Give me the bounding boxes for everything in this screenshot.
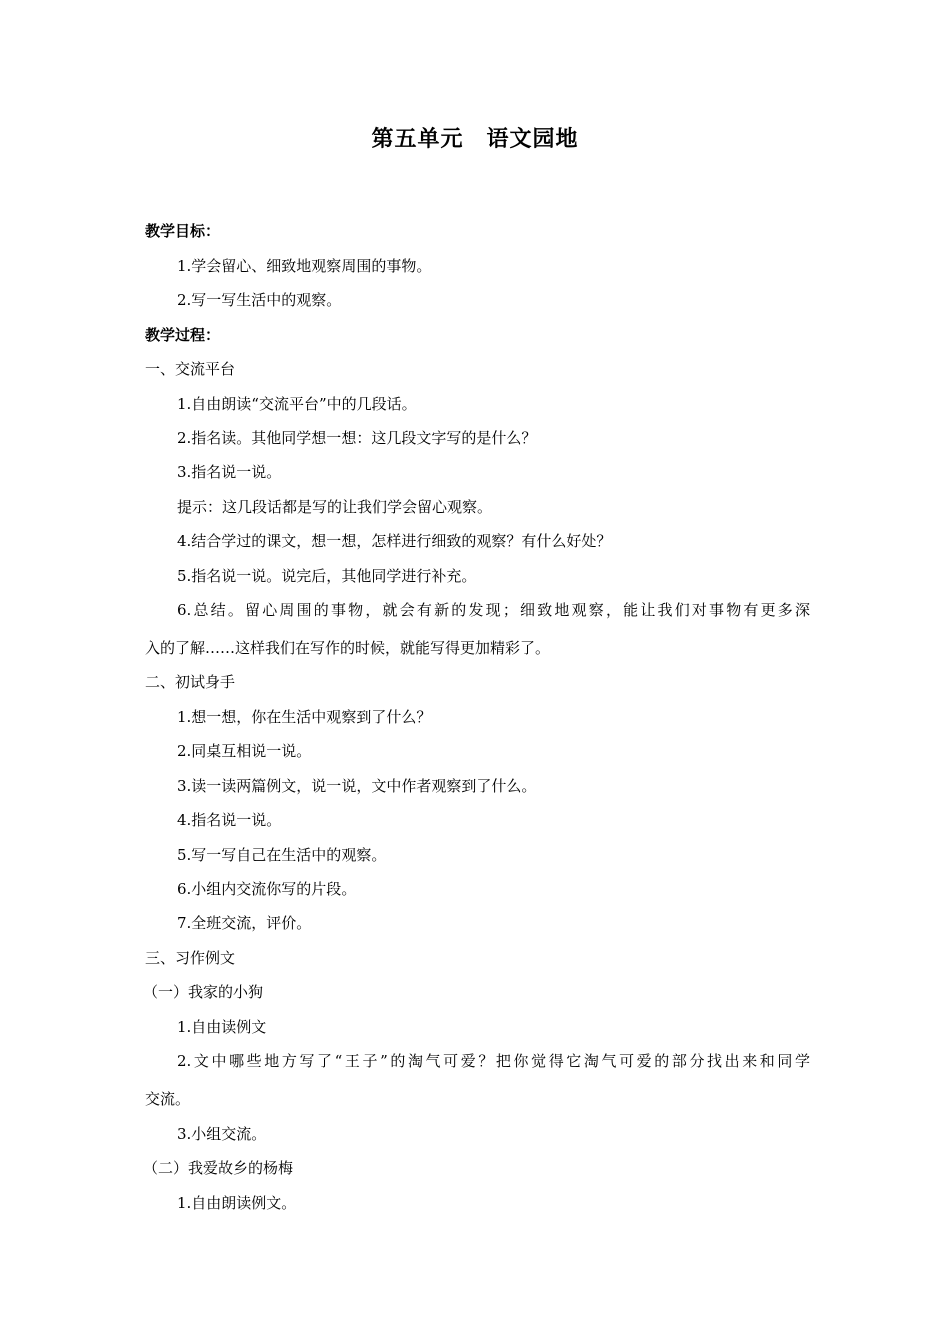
list-item: 1.自由朗读“交流平台”中的几段话。 <box>177 395 417 413</box>
goal-item: 2.写一写生活中的观察。 <box>177 291 342 309</box>
section-heading: 三、习作例文 <box>145 949 236 967</box>
section-heading: 一、交流平台 <box>145 360 236 378</box>
goals-heading: 教学目标： <box>145 222 221 240</box>
list-item-continuation: 入的了解……这样我们在写作的时候，就能写得更加精彩了。 <box>145 639 551 657</box>
list-item: 3.指名说一说。 <box>177 463 282 481</box>
subsection-heading: （一）我家的小狗 <box>143 983 264 1001</box>
list-item: 2.指名读。其他同学想一想：这几段文字写的是什么？ <box>177 429 537 447</box>
page-title: 第五单元 语文园地 <box>371 126 579 152</box>
list-item: 6.小组内交流你写的片段。 <box>177 880 357 898</box>
list-item: 2.文中哪些地方写了“王子”的淘气可爱？把你觉得它淘气可爱的部分找出来和同学 <box>177 1052 810 1070</box>
list-item: 6.总结。留心周围的事物，就会有新的发现；细致地观察，能让我们对事物有更多深 <box>177 601 810 619</box>
list-item: 4.指名说一说。 <box>177 811 282 829</box>
list-item: 1.自由朗读例文。 <box>177 1194 297 1212</box>
list-item: 1.想一想，你在生活中观察到了什么？ <box>177 708 432 726</box>
list-item: 5.指名说一说。说完后，其他同学进行补充。 <box>177 567 477 585</box>
list-item: 4.结合学过的课文，想一想，怎样进行细致的观察？有什么好处？ <box>177 532 612 550</box>
list-item-continuation: 交流。 <box>145 1090 191 1108</box>
subsection-heading: （二）我爱故乡的杨梅 <box>143 1159 294 1177</box>
list-item: 1.自由读例文 <box>177 1018 267 1036</box>
list-item: 7.全班交流，评价。 <box>177 914 312 932</box>
hint-text: 提示：这几段话都是写的让我们学会留心观察。 <box>177 498 493 516</box>
list-item: 3.读一读两篇例文，说一说，文中作者观察到了什么。 <box>177 777 537 795</box>
list-item: 2.同桌互相说一说。 <box>177 742 312 760</box>
section-heading: 二、初试身手 <box>145 673 236 691</box>
list-item: 5.写一写自己在生活中的观察。 <box>177 846 387 864</box>
list-item: 3.小组交流。 <box>177 1125 267 1143</box>
process-heading: 教学过程： <box>145 326 221 344</box>
goal-item: 1.学会留心、细致地观察周围的事物。 <box>177 257 432 275</box>
